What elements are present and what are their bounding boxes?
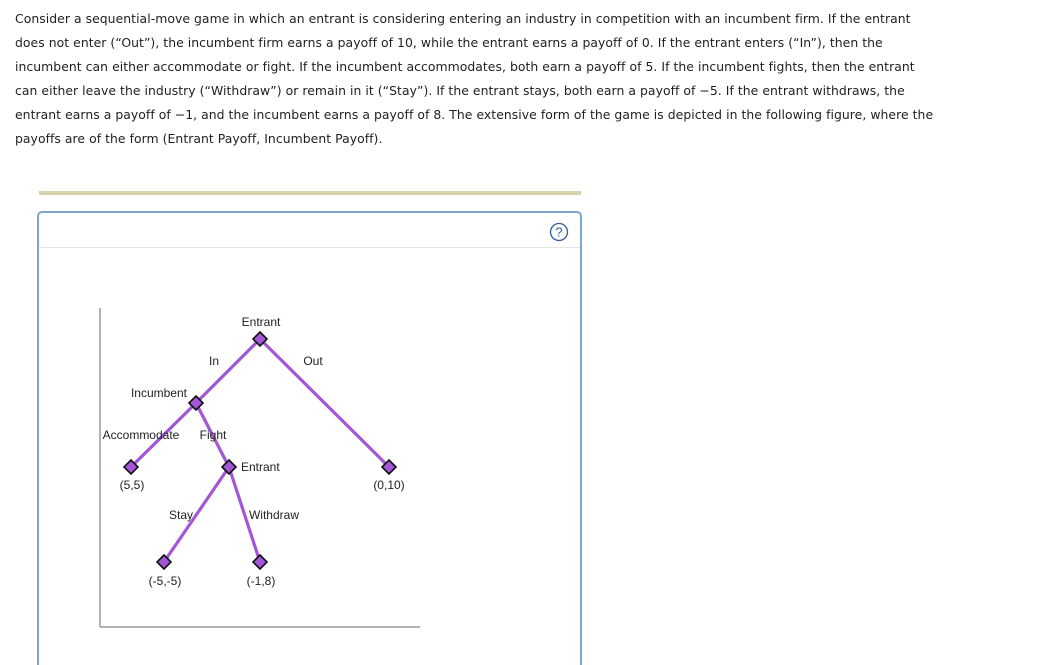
branch-label-withdraw: Withdraw	[248, 508, 300, 522]
branch-label-fight: Fight	[199, 428, 227, 442]
node-label-root: Entrant	[241, 315, 281, 329]
figure-panel	[37, 211, 582, 665]
branch-label-out: Out	[303, 354, 323, 368]
help-symbol: ?	[555, 224, 563, 240]
branch-in	[196, 339, 260, 403]
node-label-entrant-second: Entrant	[241, 460, 280, 474]
payoff-stay: (-5,-5)	[148, 574, 182, 588]
problem-statement: Consider a sequential-move game in which an entrant is considering entering an industry in competition with an incumbent firm. If the entrant does not enter (“Out”), the incumbent firm earns a payoff of 10, while the entrant earns a payoff of 0. If the entrant enters (“In”), then the incumbent can either accommodate or fight. If the incumbent accommodates, both earn a payoff of 5. If the incumbent fights, then the entrant can either leave the industry (“Withdraw”) or remain in it (“Stay”). If the entrant stays, both earn a payoff of −5. If the entrant withdraws, the entrant earns a payoff of −1, and the incumbent earns a payoff of 8. The extensive form of the game is depicted in the following figure, where the payoffs are of the form (Entrant Payoff, Incumbent Payoff).	[15, 11, 934, 146]
branch-label-in: In	[208, 354, 220, 368]
node-terminal-withdraw	[253, 555, 267, 569]
game-tree	[39, 213, 580, 665]
section-divider	[39, 191, 581, 195]
payoff-accommodate: (5,5)	[119, 478, 145, 492]
branch-out	[260, 339, 389, 467]
branch-label-accommodate: Accommodate	[102, 428, 180, 442]
payoff-withdraw: (-1,8)	[246, 574, 276, 588]
branch-label-stay: Stay	[168, 508, 194, 522]
payoff-out: (0,10)	[373, 478, 405, 492]
node-label-incumbent: Incumbent	[130, 386, 187, 400]
